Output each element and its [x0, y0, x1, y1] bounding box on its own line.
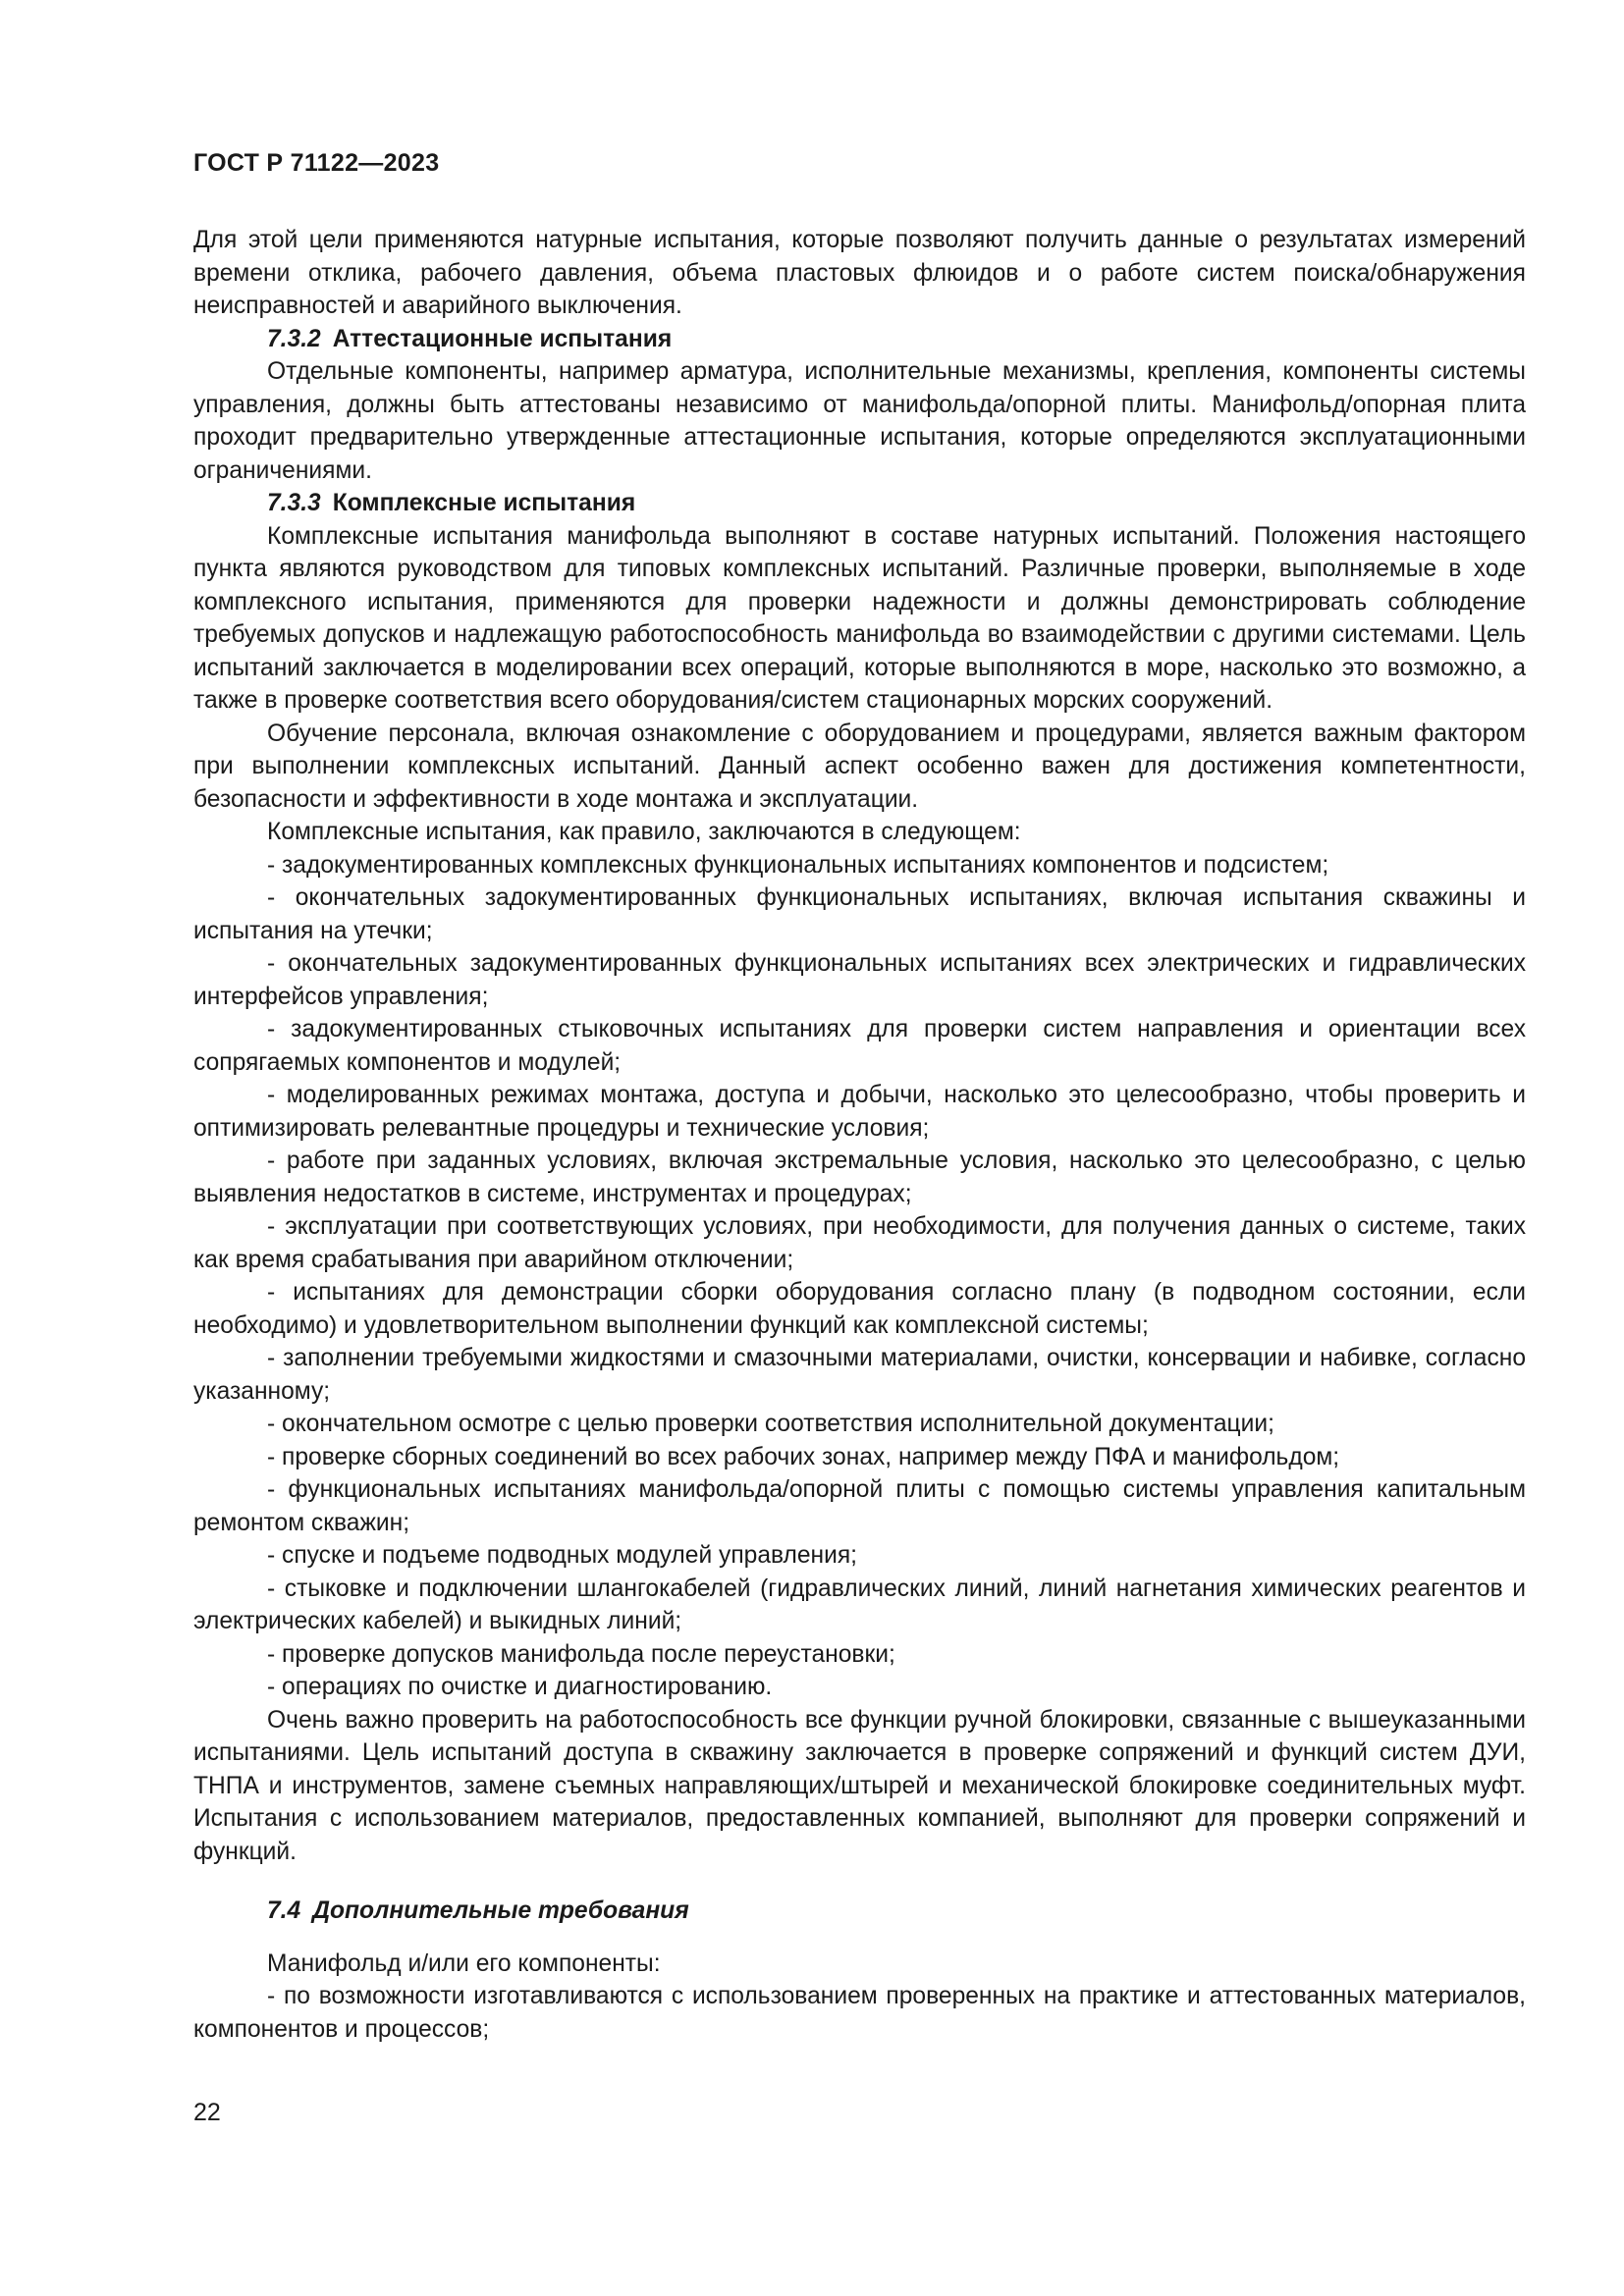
section-title: Дополнительные требования — [312, 1897, 689, 1924]
list-item: - по возможности изготавливаются с использованием проверенных на практике и аттестованных материалов, компонентов и процессов; — [193, 1983, 1526, 2043]
list-item: - заполнении требуемыми жидкостями и смазочными материалами, очистки, консервации и набивке, согласно указанному; — [193, 1345, 1526, 1405]
section-title: Комплексные испытания — [332, 490, 636, 516]
section-number: 7.4 — [267, 1897, 301, 1924]
list-item: - задокументированных комплексных функциональных испытаниях компонентов и подсистем; — [267, 851, 1329, 879]
list-item: - задокументированных стыковочных испытаниях для проверки систем направления и ориентации всех сопрягаемых компонентов и модулей; — [193, 1016, 1526, 1076]
list-item: - операциях по очистке и диагностированию. — [267, 1674, 773, 1700]
list-item: - работе при заданных условиях, включая экстремальные условия, насколько это целесообразно, с целью выявления недостатков в системе, инструментах и процедурах; — [193, 1148, 1526, 1207]
list-item: - окончательных задокументированных функциональных испытаниях, включая испытания скважины и испытания на утечки; — [193, 884, 1526, 944]
section-heading-7-3-3 — [193, 487, 1526, 520]
list-item: - испытаниях для демонстрации сборки оборудования согласно плану (в подводном состоянии, если необходимо) и удовлетворительном выполнении функций как комплексной системы; — [193, 1279, 1526, 1339]
document-header: ГОСТ Р 71122—2023 — [193, 149, 440, 177]
list-item: - эксплуатации при соответствующих условиях, при необходимости, для получения данных о системе, таких как время срабатывания при аварийном отключении; — [193, 1213, 1526, 1273]
list-item: - окончательных задокументированных функциональных испытаниях всех электрических и гидравлических интерфейсов управления; — [193, 950, 1526, 1010]
page-number: 22 — [193, 2099, 221, 2126]
section-heading-7-4 — [193, 1895, 1526, 1928]
list-item: - моделированных режимах монтажа, доступа и добычи, насколько это целесообразно, чтобы проверить и оптимизировать релевантные процедуры и технические условия; — [193, 1082, 1526, 1142]
list-item: - стыковке и подключении шлангокабелей (гидравлических линий, линий нагнетания химических реагентов и электрических кабелей) и выкидных линий; — [193, 1575, 1526, 1634]
section-title: Аттестационные испытания — [332, 325, 673, 352]
document-body — [193, 224, 1526, 2046]
list-item: - проверке сборных соединений во всех рабочих зонах, например между ПФА и манифольдом; — [267, 1443, 1340, 1470]
paragraph: Комплексные испытания, как правило, заключаются в следующем: — [267, 819, 1021, 845]
section-number: 7.3.2 — [267, 325, 321, 352]
list-item: - окончательном осмотре с целью проверки соответствия исполнительной документации; — [267, 1411, 1274, 1437]
paragraph-intro: Для этой цели применяются натурные испытания, которые позволяют получить данные о результатах измерений времени отклика, рабочего давления, объема пластовых флюидов и о работе систем поиска/обнаружения неисправностей и аварийного выключения. — [193, 227, 1526, 319]
list-item: - проверке допусков манифольда после переустановки; — [267, 1640, 895, 1668]
list-item: - функциональных испытаниях манифольда/опорной плиты с помощью системы управления капитальным ремонтом скважин; — [193, 1476, 1526, 1536]
paragraph: Обучение персонала, включая ознакомление с оборудованием и процедурами, является важным фактором при выполнении комплексных испытаний. Данный аспект особенно важен для достижения компетентности, безопасности и эффективности в ходе монтажа и эксплуатации. — [193, 720, 1526, 813]
list-item: - спуске и подъеме подводных модулей управления; — [267, 1542, 857, 1569]
section-number: 7.3.3 — [267, 490, 321, 516]
paragraph: Отдельные компоненты, например арматура, исполнительные механизмы, крепления, компоненты системы управления, должны быть аттестованы независимо от манифольда/опорной плиты. Манифольд/опорная плита проходит предварительно утвержденные аттестационные испытания, которые определяются эксплуатационными ограничениями. — [193, 358, 1526, 484]
paragraph: Комплексные испытания манифольда выполняют в составе натурных испытаний. Положения настоящего пункта являются руководством для типовых комплексных испытаний. Различные проверки, выполняемые в ходе комплексного испытания, применяются для проверки надежности и должны демонстрировать соблюдение требуемых допусков и надлежащую работоспособность манифольда во взаимодействии с другими системами. Цель испытаний заключается в моделировании всех операций, которые выполняются в море, насколько это возможно, а также в проверке соответствия всего оборудования/систем стационарных морских сооружений. — [193, 522, 1526, 714]
paragraph: Манифольд и/или его компоненты: — [267, 1949, 661, 1977]
section-heading-7-3-2 — [193, 323, 1526, 356]
paragraph: Очень важно проверить на работоспособность все функции ручной блокировки, связанные с вышеуказанными испытаниями. Цель испытаний доступа в скважину заключается в проверке сопряжений и функций систем ДУИ, ТНПА и инструментов, замене съемных направляющих/штырей и механической блокировке соединительных муфт. Испытания с использованием материалов, предоставленных компанией, выполняют для проверки сопряжений и функций. — [193, 1706, 1526, 1865]
